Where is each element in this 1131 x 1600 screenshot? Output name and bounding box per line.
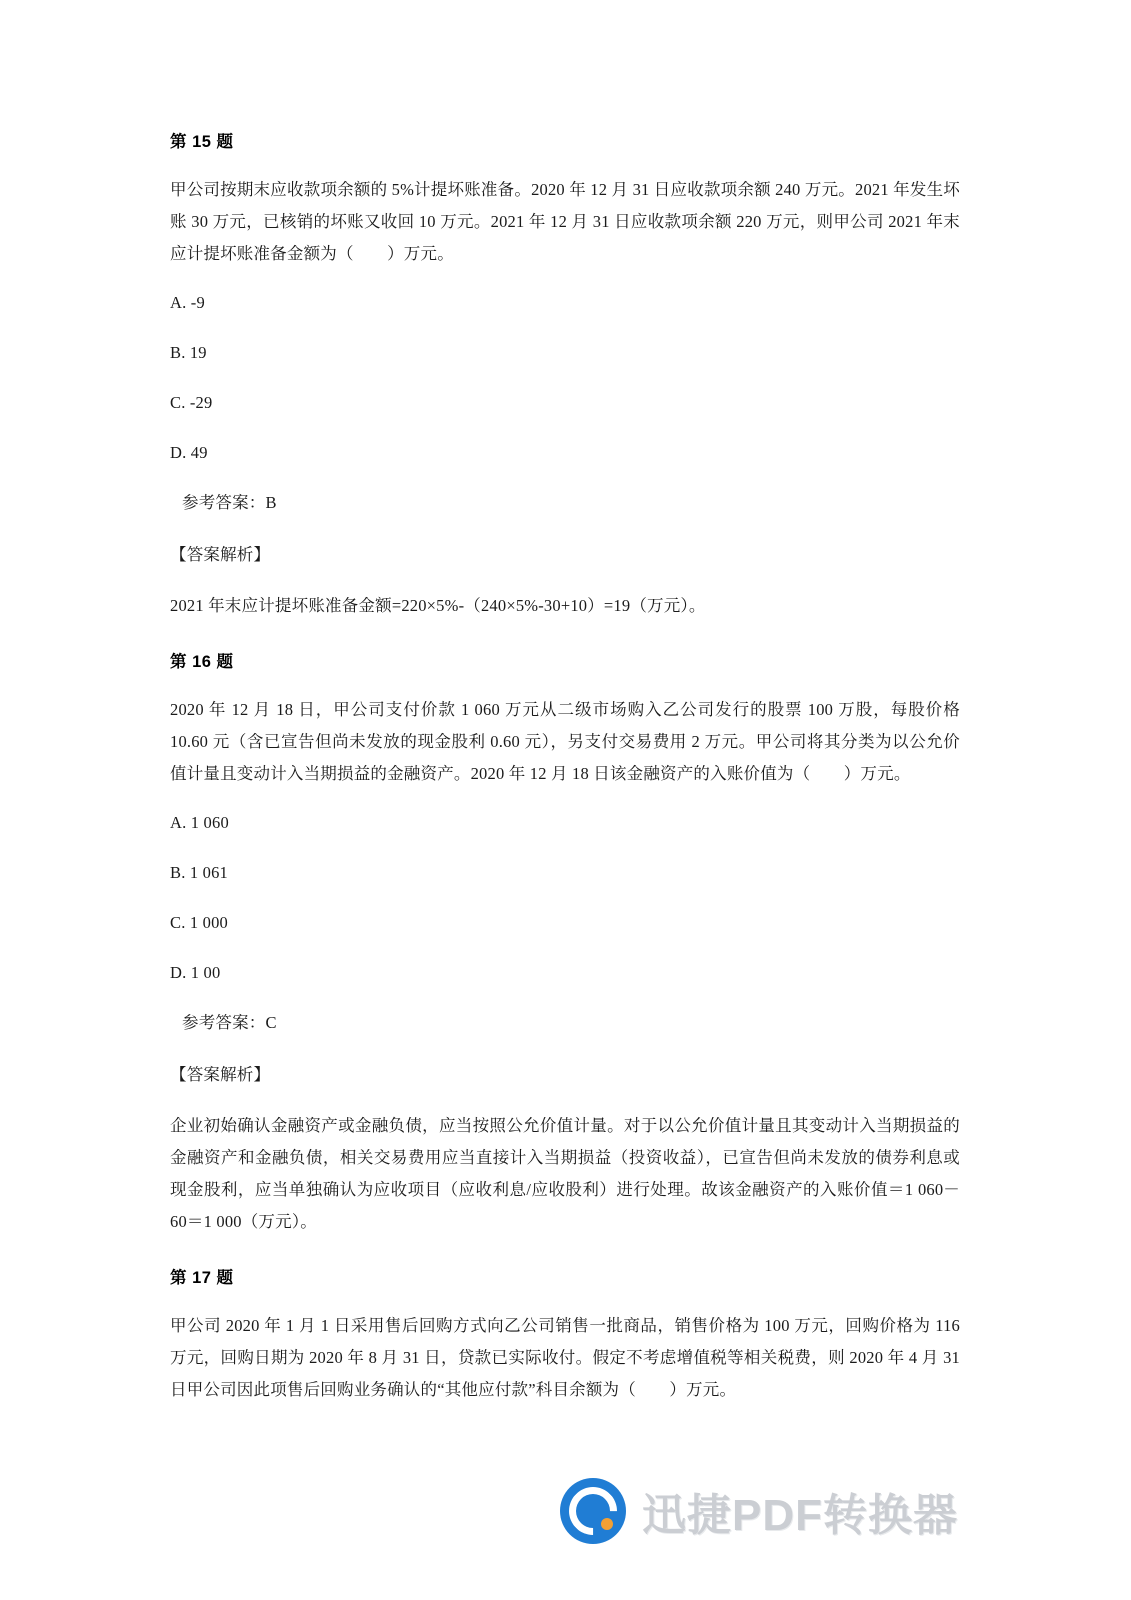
question-option: C. 1 000: [170, 913, 228, 932]
question-block: [170, 1264, 960, 1406]
question-option: D. 49: [170, 443, 208, 462]
watermark-text: 迅捷PDF转换器: [642, 1491, 958, 1540]
analysis-text: 企业初始确认金融资产或金融负债，应当按照公允价值计量。对于以公允价值计量且其变动计入当期损益的金融资产和金融负债，相关交易费用应当直接计入当期损益（投资收益），已宣告但尚未发放的债券利息或现金股利，应当单独确认为应收项目（应收利息/应收股利）进行处理。故该金融资产的入账价值＝1 060－60＝1 000（万元）。: [170, 1116, 960, 1231]
question-number: 第 16 题: [170, 653, 234, 671]
question-option: D. 1 00: [170, 963, 221, 982]
question-option: A. -9: [170, 293, 205, 312]
logo-ring-shape: [559, 1477, 627, 1545]
analysis-label: 【答案解析】: [170, 545, 271, 564]
reference-answer: 参考答案：B: [182, 493, 277, 512]
question-option: A. 1 060: [170, 813, 229, 832]
reference-answer: 参考答案：C: [182, 1013, 277, 1032]
question-block: [170, 648, 960, 1238]
question-number: 第 17 题: [170, 1269, 234, 1287]
logo-dot-shape: [601, 1518, 613, 1530]
question-block: [170, 128, 960, 622]
question-stem: 2020 年 12 月 18 日，甲公司支付价款 1 060 万元从二级市场购入乙公司发行的股票 100 万股，每股价格 10.60 元（含已宣告但尚未发放的现金股利 0.60 元），另支付交易费用 2 万元。甲公司将其分类为以公允价值计量且变动计入当期损益的金融资产。2020 年 12 月 18 日该金融资产的入账价值为（ ）万元。: [170, 700, 960, 783]
question-stem: 甲公司按期末应收款项余额的 5%计提坏账准备。2020 年 12 月 31 日应收款项余额 240 万元。2021 年发生坏账 30 万元，已核销的坏账又收回 10 万元。2021 年 12 月 31 日应收款项余额 220 万元，则甲公司 2021 年末应计提坏账准备金额为（ ）万元。: [170, 180, 960, 263]
watermark: [560, 1478, 958, 1544]
question-number: 第 15 题: [170, 133, 234, 151]
analysis-text: 2021 年末应计提坏账准备金额=220×5%-（240×5%-30+10）=19（万元）。: [170, 596, 706, 615]
question-option: B. 19: [170, 343, 207, 362]
question-option: B. 1 061: [170, 863, 228, 882]
circle-swirl-logo-icon: [560, 1478, 626, 1544]
question-stem: 甲公司 2020 年 1 月 1 日采用售后回购方式向乙公司销售一批商品，销售价格为 100 万元，回购价格为 116 万元，回购日期为 2020 年 8 月 31 日，贷款已实际收付。假定不考虑增值税等相关税费，则 2020 年 4 月 31 日甲公司因此项售后回购业务确认的“其他应付款”科目余额为（ ）万元。: [170, 1316, 960, 1399]
document-content: [170, 128, 960, 1424]
question-option: C. -29: [170, 393, 213, 412]
analysis-label: 【答案解析】: [170, 1065, 271, 1084]
